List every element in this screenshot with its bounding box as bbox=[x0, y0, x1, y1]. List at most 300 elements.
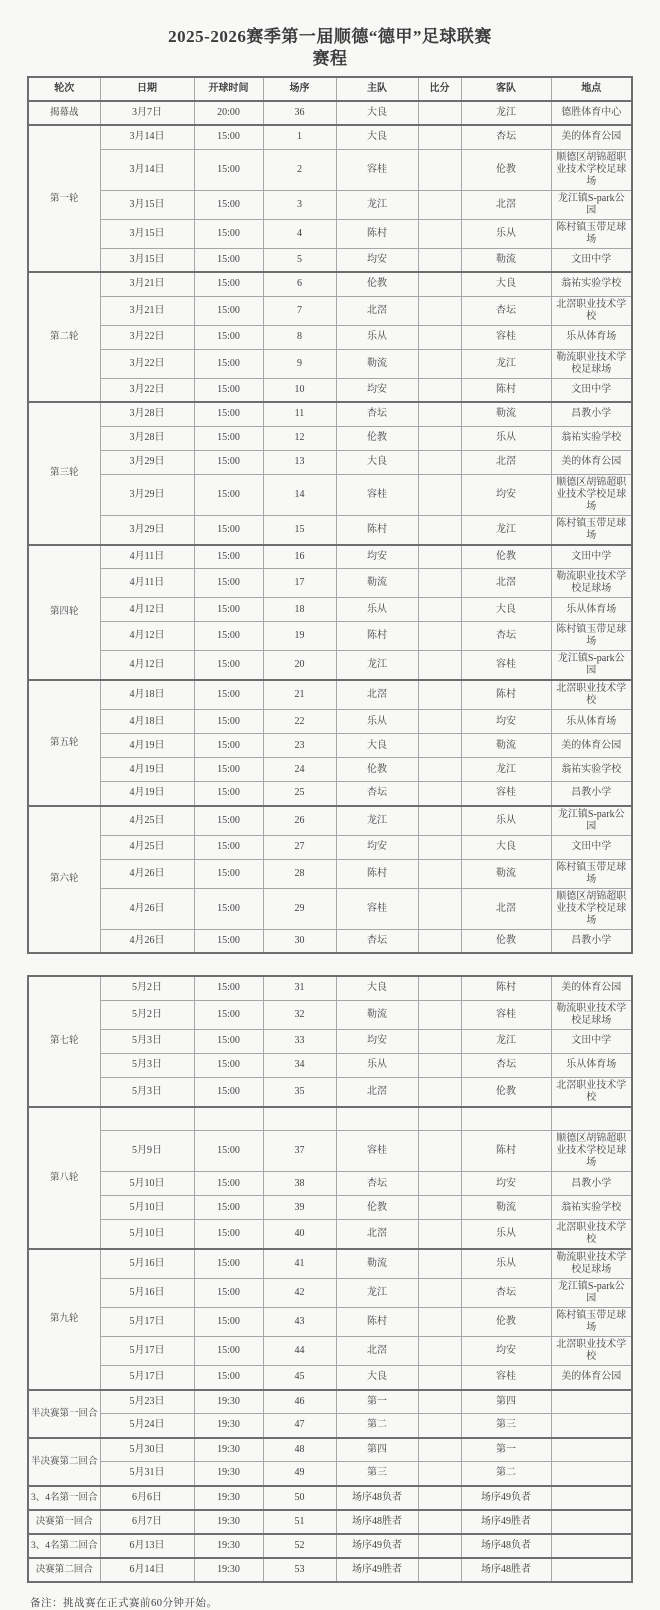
kickoff-time-cell: 15:00 bbox=[194, 378, 263, 402]
score-cell bbox=[418, 1366, 461, 1390]
venue-cell: 乐从体育场 bbox=[551, 710, 632, 734]
score-cell bbox=[418, 1077, 461, 1107]
match-row bbox=[28, 758, 632, 782]
away-team-cell: 勒流 bbox=[461, 248, 551, 272]
score-cell bbox=[418, 888, 461, 929]
kickoff-time-cell: 15:00 bbox=[194, 149, 263, 190]
date-cell: 5月2日 bbox=[100, 1000, 194, 1029]
date-cell: 6月14日 bbox=[100, 1558, 194, 1582]
kickoff-time-cell: 15:00 bbox=[194, 680, 263, 710]
kickoff-time-cell bbox=[194, 1107, 263, 1131]
column-header: 开球时间 bbox=[194, 77, 263, 101]
kickoff-time-cell: 15:00 bbox=[194, 1337, 263, 1366]
score-cell bbox=[418, 1000, 461, 1029]
kickoff-time-cell: 15:00 bbox=[194, 710, 263, 734]
score-cell bbox=[418, 1438, 461, 1462]
match-row bbox=[28, 1220, 632, 1250]
schedule-table-1 bbox=[27, 76, 633, 954]
home-team-cell: 龙江 bbox=[336, 190, 418, 219]
home-team-cell: 乐从 bbox=[336, 710, 418, 734]
date-cell: 3月7日 bbox=[100, 101, 194, 125]
away-team-cell: 乐从 bbox=[461, 806, 551, 836]
venue-cell: 文田中学 bbox=[551, 835, 632, 859]
kickoff-time-cell: 15:00 bbox=[194, 734, 263, 758]
kickoff-time-cell: 15:00 bbox=[194, 569, 263, 598]
home-team-cell: 伦教 bbox=[336, 1196, 418, 1220]
round-label: 揭幕战 bbox=[28, 101, 100, 125]
round-label: 第五轮 bbox=[28, 680, 100, 806]
match-row bbox=[28, 651, 632, 681]
match-no-cell: 14 bbox=[263, 474, 336, 515]
away-team-cell: 陈村 bbox=[461, 1131, 551, 1172]
date-cell: 4月26日 bbox=[100, 929, 194, 953]
score-cell bbox=[418, 101, 461, 125]
date-cell: 4月26日 bbox=[100, 859, 194, 888]
date-cell: 3月22日 bbox=[100, 349, 194, 378]
venue-cell: 文田中学 bbox=[551, 248, 632, 272]
match-no-cell: 49 bbox=[263, 1462, 336, 1486]
away-team-cell: 杏坛 bbox=[461, 125, 551, 149]
match-row bbox=[28, 1462, 632, 1486]
score-cell bbox=[418, 450, 461, 474]
away-team-cell: 勒流 bbox=[461, 859, 551, 888]
away-team-cell: 场序48负者 bbox=[461, 1534, 551, 1558]
score-cell bbox=[418, 1196, 461, 1220]
match-row bbox=[28, 450, 632, 474]
page-subtitle: 赛程 bbox=[312, 49, 348, 68]
match-row bbox=[28, 806, 632, 836]
match-no-cell: 47 bbox=[263, 1414, 336, 1438]
venue-cell: 乐从体育场 bbox=[551, 1053, 632, 1077]
schedule-table-1-body bbox=[28, 77, 632, 953]
date-cell: 6月13日 bbox=[100, 1534, 194, 1558]
match-no-cell: 48 bbox=[263, 1438, 336, 1462]
date-cell: 3月21日 bbox=[100, 272, 194, 296]
kickoff-time-cell: 15:00 bbox=[194, 835, 263, 859]
kickoff-time-cell: 15:00 bbox=[194, 219, 263, 248]
match-no-cell bbox=[263, 1107, 336, 1131]
away-team-cell: 杏坛 bbox=[461, 1279, 551, 1308]
match-no-cell: 1 bbox=[263, 125, 336, 149]
venue-cell bbox=[551, 1534, 632, 1558]
venue-cell: 文田中学 bbox=[551, 1029, 632, 1053]
round-label: 半决赛第一回合 bbox=[28, 1390, 100, 1438]
match-no-cell: 18 bbox=[263, 598, 336, 622]
venue-cell: 陈村镇玉带足球场 bbox=[551, 622, 632, 651]
match-row bbox=[28, 710, 632, 734]
away-team-cell: 龙江 bbox=[461, 515, 551, 545]
kickoff-time-cell: 15:00 bbox=[194, 272, 263, 296]
venue-cell: 龙江镇S-park公园 bbox=[551, 651, 632, 681]
round-label: 决赛第二回合 bbox=[28, 1558, 100, 1582]
match-row bbox=[28, 1438, 632, 1462]
kickoff-time-cell: 15:00 bbox=[194, 248, 263, 272]
venue-cell: 陈村镇玉带足球场 bbox=[551, 219, 632, 248]
kickoff-time-cell: 15:00 bbox=[194, 1220, 263, 1250]
kickoff-time-cell: 15:00 bbox=[194, 1249, 263, 1279]
match-row bbox=[28, 598, 632, 622]
match-no-cell: 20 bbox=[263, 651, 336, 681]
away-team-cell: 伦教 bbox=[461, 1077, 551, 1107]
match-row bbox=[28, 545, 632, 569]
score-cell bbox=[418, 680, 461, 710]
date-cell: 5月3日 bbox=[100, 1029, 194, 1053]
away-team-cell: 容桂 bbox=[461, 1366, 551, 1390]
venue-cell: 陈村镇玉带足球场 bbox=[551, 859, 632, 888]
date-cell: 3月15日 bbox=[100, 248, 194, 272]
home-team-cell: 容桂 bbox=[336, 149, 418, 190]
match-no-cell: 46 bbox=[263, 1390, 336, 1414]
home-team-cell: 大良 bbox=[336, 125, 418, 149]
match-no-cell: 38 bbox=[263, 1172, 336, 1196]
match-row bbox=[28, 1107, 632, 1131]
match-no-cell: 2 bbox=[263, 149, 336, 190]
away-team-cell: 场序49胜者 bbox=[461, 1510, 551, 1534]
date-cell: 3月29日 bbox=[100, 474, 194, 515]
match-no-cell: 42 bbox=[263, 1279, 336, 1308]
away-team-cell: 杏坛 bbox=[461, 296, 551, 325]
score-cell bbox=[418, 402, 461, 426]
match-no-cell: 10 bbox=[263, 378, 336, 402]
match-row bbox=[28, 1390, 632, 1414]
venue-cell: 北滘职业技术学校 bbox=[551, 1337, 632, 1366]
venue-cell: 陈村镇玉带足球场 bbox=[551, 1308, 632, 1337]
match-no-cell: 43 bbox=[263, 1308, 336, 1337]
match-row bbox=[28, 1053, 632, 1077]
home-team-cell: 杏坛 bbox=[336, 782, 418, 806]
footnote: 备注：挑战赛在正式赛前60分钟开始。 bbox=[30, 1597, 218, 1609]
match-row bbox=[28, 1486, 632, 1510]
match-row bbox=[28, 402, 632, 426]
match-row bbox=[28, 1414, 632, 1438]
date-cell: 3月29日 bbox=[100, 515, 194, 545]
score-cell bbox=[418, 1131, 461, 1172]
away-team-cell: 杏坛 bbox=[461, 622, 551, 651]
venue-cell bbox=[551, 1510, 632, 1534]
score-cell bbox=[418, 219, 461, 248]
venue-cell bbox=[551, 1462, 632, 1486]
away-team-cell: 杏坛 bbox=[461, 1053, 551, 1077]
match-row bbox=[28, 734, 632, 758]
away-team-cell: 勒流 bbox=[461, 1196, 551, 1220]
date-cell: 3月15日 bbox=[100, 219, 194, 248]
home-team-cell: 大良 bbox=[336, 976, 418, 1000]
venue-cell bbox=[551, 1107, 632, 1131]
score-cell bbox=[418, 515, 461, 545]
match-row bbox=[28, 835, 632, 859]
venue-cell: 美的体育公园 bbox=[551, 125, 632, 149]
match-row bbox=[28, 1249, 632, 1279]
kickoff-time-cell: 15:00 bbox=[194, 1053, 263, 1077]
home-team-cell: 勒流 bbox=[336, 569, 418, 598]
match-row bbox=[28, 1558, 632, 1582]
column-header: 客队 bbox=[461, 77, 551, 101]
column-header: 比分 bbox=[418, 77, 461, 101]
match-no-cell: 30 bbox=[263, 929, 336, 953]
score-cell bbox=[418, 325, 461, 349]
home-team-cell: 北滘 bbox=[336, 1077, 418, 1107]
round-label: 第一轮 bbox=[28, 125, 100, 272]
match-no-cell: 44 bbox=[263, 1337, 336, 1366]
match-row bbox=[28, 474, 632, 515]
away-team-cell: 龙江 bbox=[461, 758, 551, 782]
date-cell: 3月21日 bbox=[100, 296, 194, 325]
away-team-cell: 陈村 bbox=[461, 680, 551, 710]
match-row bbox=[28, 101, 632, 125]
home-team-cell: 容桂 bbox=[336, 474, 418, 515]
round-label: 第三轮 bbox=[28, 402, 100, 545]
date-cell: 5月10日 bbox=[100, 1172, 194, 1196]
score-cell bbox=[418, 651, 461, 681]
match-row bbox=[28, 1279, 632, 1308]
round-label: 半决赛第二回合 bbox=[28, 1438, 100, 1486]
home-team-cell: 乐从 bbox=[336, 1053, 418, 1077]
kickoff-time-cell: 15:00 bbox=[194, 474, 263, 515]
kickoff-time-cell: 15:00 bbox=[194, 190, 263, 219]
venue-cell: 龙江镇S-park公园 bbox=[551, 1279, 632, 1308]
kickoff-time-cell: 15:00 bbox=[194, 515, 263, 545]
score-cell bbox=[418, 474, 461, 515]
venue-cell bbox=[551, 1414, 632, 1438]
date-cell: 3月28日 bbox=[100, 402, 194, 426]
kickoff-time-cell: 15:00 bbox=[194, 1077, 263, 1107]
venue-cell: 翁祐实验学校 bbox=[551, 426, 632, 450]
match-no-cell: 11 bbox=[263, 402, 336, 426]
schedule-table-2 bbox=[27, 975, 633, 1583]
column-header: 日期 bbox=[100, 77, 194, 101]
home-team-cell: 陈村 bbox=[336, 622, 418, 651]
kickoff-time-cell: 20:00 bbox=[194, 101, 263, 125]
match-row bbox=[28, 1131, 632, 1172]
score-cell bbox=[418, 1249, 461, 1279]
away-team-cell: 第二 bbox=[461, 1462, 551, 1486]
venue-cell: 勒流职业技术学校足球场 bbox=[551, 569, 632, 598]
match-no-cell: 23 bbox=[263, 734, 336, 758]
score-cell bbox=[418, 349, 461, 378]
venue-cell: 顺德区胡锦超职业技术学校足球场 bbox=[551, 1131, 632, 1172]
date-cell: 4月19日 bbox=[100, 782, 194, 806]
kickoff-time-cell: 15:00 bbox=[194, 622, 263, 651]
kickoff-time-cell: 19:30 bbox=[194, 1414, 263, 1438]
kickoff-time-cell: 19:30 bbox=[194, 1438, 263, 1462]
match-row bbox=[28, 219, 632, 248]
home-team-cell: 伦教 bbox=[336, 758, 418, 782]
date-cell: 3月22日 bbox=[100, 325, 194, 349]
kickoff-time-cell: 15:00 bbox=[194, 888, 263, 929]
score-cell bbox=[418, 149, 461, 190]
round-label: 3、4名第一回合 bbox=[28, 1486, 100, 1510]
date-cell: 5月16日 bbox=[100, 1249, 194, 1279]
column-header: 轮次 bbox=[28, 77, 100, 101]
home-team-cell: 均安 bbox=[336, 378, 418, 402]
home-team-cell: 勒流 bbox=[336, 1249, 418, 1279]
match-row bbox=[28, 1534, 632, 1558]
date-cell: 6月6日 bbox=[100, 1486, 194, 1510]
match-row bbox=[28, 248, 632, 272]
away-team-cell: 第三 bbox=[461, 1414, 551, 1438]
away-team-cell: 伦教 bbox=[461, 929, 551, 953]
kickoff-time-cell: 15:00 bbox=[194, 545, 263, 569]
home-team-cell: 均安 bbox=[336, 545, 418, 569]
match-no-cell: 12 bbox=[263, 426, 336, 450]
home-team-cell: 场序48胜者 bbox=[336, 1510, 418, 1534]
home-team-cell: 容桂 bbox=[336, 888, 418, 929]
match-row bbox=[28, 859, 632, 888]
score-cell bbox=[418, 806, 461, 836]
away-team-cell: 场序49负者 bbox=[461, 1486, 551, 1510]
venue-cell: 翁祐实验学校 bbox=[551, 758, 632, 782]
match-no-cell: 34 bbox=[263, 1053, 336, 1077]
home-team-cell: 勒流 bbox=[336, 349, 418, 378]
date-cell: 5月17日 bbox=[100, 1366, 194, 1390]
venue-cell: 北滘职业技术学校 bbox=[551, 296, 632, 325]
kickoff-time-cell: 15:00 bbox=[194, 1172, 263, 1196]
match-no-cell: 9 bbox=[263, 349, 336, 378]
match-no-cell: 28 bbox=[263, 859, 336, 888]
away-team-cell: 陈村 bbox=[461, 976, 551, 1000]
match-no-cell: 13 bbox=[263, 450, 336, 474]
venue-cell: 美的体育公园 bbox=[551, 976, 632, 1000]
away-team-cell: 龙江 bbox=[461, 101, 551, 125]
away-team-cell: 大良 bbox=[461, 598, 551, 622]
match-row bbox=[28, 125, 632, 149]
venue-cell: 北滘职业技术学校 bbox=[551, 1220, 632, 1250]
match-no-cell: 53 bbox=[263, 1558, 336, 1582]
venue-cell: 德胜体育中心 bbox=[551, 101, 632, 125]
score-cell bbox=[418, 1390, 461, 1414]
away-team-cell: 勒流 bbox=[461, 402, 551, 426]
match-no-cell: 31 bbox=[263, 976, 336, 1000]
home-team-cell: 北滘 bbox=[336, 680, 418, 710]
match-no-cell: 26 bbox=[263, 806, 336, 836]
date-cell: 5月2日 bbox=[100, 976, 194, 1000]
round-label: 决赛第一回合 bbox=[28, 1510, 100, 1534]
score-cell bbox=[418, 758, 461, 782]
away-team-cell: 容桂 bbox=[461, 651, 551, 681]
venue-cell: 龙江镇S-park公园 bbox=[551, 806, 632, 836]
kickoff-time-cell: 15:00 bbox=[194, 296, 263, 325]
match-no-cell: 15 bbox=[263, 515, 336, 545]
venue-cell: 昌教小学 bbox=[551, 402, 632, 426]
match-row bbox=[28, 149, 632, 190]
score-cell bbox=[418, 426, 461, 450]
date-cell: 5月10日 bbox=[100, 1196, 194, 1220]
kickoff-time-cell: 15:00 bbox=[194, 1029, 263, 1053]
date-cell: 4月18日 bbox=[100, 710, 194, 734]
header-row bbox=[28, 77, 632, 101]
date-cell: 4月12日 bbox=[100, 622, 194, 651]
score-cell bbox=[418, 1308, 461, 1337]
match-row bbox=[28, 976, 632, 1000]
date-cell: 4月19日 bbox=[100, 758, 194, 782]
match-row bbox=[28, 1000, 632, 1029]
home-team-cell: 第三 bbox=[336, 1462, 418, 1486]
home-team-cell: 大良 bbox=[336, 734, 418, 758]
match-row bbox=[28, 325, 632, 349]
home-team-cell: 场序49负者 bbox=[336, 1534, 418, 1558]
home-team-cell: 北滘 bbox=[336, 296, 418, 325]
match-row bbox=[28, 1196, 632, 1220]
match-row bbox=[28, 515, 632, 545]
match-row bbox=[28, 1029, 632, 1053]
match-row bbox=[28, 378, 632, 402]
away-team-cell: 伦教 bbox=[461, 545, 551, 569]
venue-cell: 顺德区胡锦超职业技术学校足球场 bbox=[551, 474, 632, 515]
away-team-cell: 北滘 bbox=[461, 450, 551, 474]
home-team-cell: 均安 bbox=[336, 1029, 418, 1053]
venue-cell: 勒流职业技术学校足球场 bbox=[551, 1000, 632, 1029]
away-team-cell: 大良 bbox=[461, 835, 551, 859]
kickoff-time-cell: 15:00 bbox=[194, 402, 263, 426]
away-team-cell: 第一 bbox=[461, 1438, 551, 1462]
match-no-cell: 3 bbox=[263, 190, 336, 219]
venue-cell bbox=[551, 1486, 632, 1510]
match-no-cell: 29 bbox=[263, 888, 336, 929]
away-team-cell: 乐从 bbox=[461, 1220, 551, 1250]
home-team-cell: 陈村 bbox=[336, 515, 418, 545]
match-row bbox=[28, 1077, 632, 1107]
date-cell: 4月12日 bbox=[100, 598, 194, 622]
score-cell bbox=[418, 545, 461, 569]
score-cell bbox=[418, 782, 461, 806]
home-team-cell: 陈村 bbox=[336, 1308, 418, 1337]
home-team-cell: 第四 bbox=[336, 1438, 418, 1462]
date-cell: 5月31日 bbox=[100, 1462, 194, 1486]
match-row bbox=[28, 569, 632, 598]
home-team-cell bbox=[336, 1107, 418, 1131]
away-team-cell: 北滘 bbox=[461, 569, 551, 598]
match-row bbox=[28, 782, 632, 806]
venue-cell bbox=[551, 1438, 632, 1462]
score-cell bbox=[418, 835, 461, 859]
away-team-cell: 场序48胜者 bbox=[461, 1558, 551, 1582]
score-cell bbox=[418, 710, 461, 734]
date-cell: 5月16日 bbox=[100, 1279, 194, 1308]
match-no-cell: 45 bbox=[263, 1366, 336, 1390]
venue-cell: 顺德区胡锦超职业技术学校足球场 bbox=[551, 149, 632, 190]
match-row bbox=[28, 929, 632, 953]
home-team-cell: 勒流 bbox=[336, 1000, 418, 1029]
date-cell: 5月23日 bbox=[100, 1390, 194, 1414]
home-team-cell: 杏坛 bbox=[336, 929, 418, 953]
away-team-cell: 均安 bbox=[461, 474, 551, 515]
venue-cell: 乐从体育场 bbox=[551, 325, 632, 349]
kickoff-time-cell: 15:00 bbox=[194, 758, 263, 782]
away-team-cell: 乐从 bbox=[461, 219, 551, 248]
away-team-cell: 伦教 bbox=[461, 1308, 551, 1337]
score-cell bbox=[418, 1534, 461, 1558]
schedule-table-2-body bbox=[28, 976, 632, 1582]
date-cell: 4月25日 bbox=[100, 806, 194, 836]
match-no-cell: 6 bbox=[263, 272, 336, 296]
score-cell bbox=[418, 1486, 461, 1510]
column-header: 场序 bbox=[263, 77, 336, 101]
venue-cell: 翁祐实验学校 bbox=[551, 1196, 632, 1220]
home-team-cell: 大良 bbox=[336, 450, 418, 474]
kickoff-time-cell: 15:00 bbox=[194, 976, 263, 1000]
kickoff-time-cell: 15:00 bbox=[194, 782, 263, 806]
match-no-cell: 21 bbox=[263, 680, 336, 710]
kickoff-time-cell: 15:00 bbox=[194, 1308, 263, 1337]
kickoff-time-cell: 15:00 bbox=[194, 806, 263, 836]
venue-cell: 勒流职业技术学校足球场 bbox=[551, 349, 632, 378]
home-team-cell: 均安 bbox=[336, 835, 418, 859]
kickoff-time-cell: 15:00 bbox=[194, 349, 263, 378]
away-team-cell: 第四 bbox=[461, 1390, 551, 1414]
kickoff-time-cell: 19:30 bbox=[194, 1462, 263, 1486]
match-row bbox=[28, 680, 632, 710]
away-team-cell: 勒流 bbox=[461, 734, 551, 758]
